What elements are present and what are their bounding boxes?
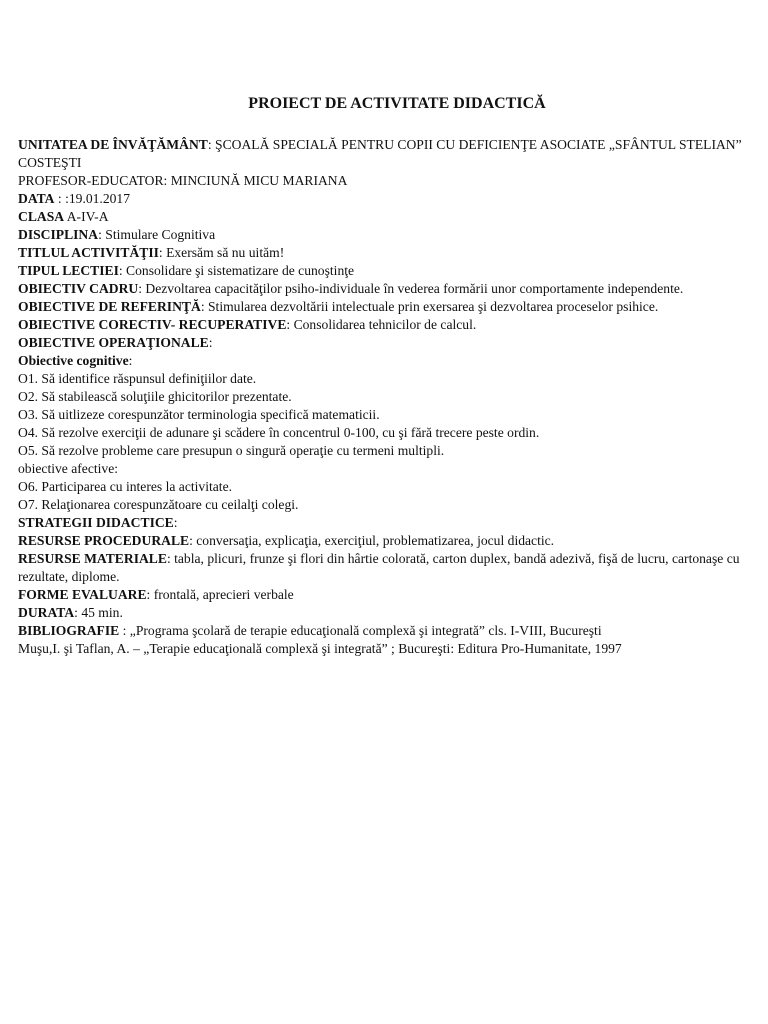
field-label: STRATEGII DIDACTICE xyxy=(18,515,174,530)
field-value: O1. Să identifice răspunsul definiţiilor date. xyxy=(18,371,257,386)
field-value: : xyxy=(208,335,213,350)
field-value: O6. Participarea cu interes la activitate. xyxy=(18,479,233,494)
field-value: O3. Să uitlizeze corespunzător terminologia specifică matematicii. xyxy=(18,407,380,422)
document-line xyxy=(18,514,758,532)
document-line xyxy=(18,640,758,658)
document-line xyxy=(18,406,758,424)
document-line xyxy=(18,388,758,406)
document-body xyxy=(18,136,758,658)
field-value: obiective afective: xyxy=(18,461,119,476)
field-value: : Exersăm să nu uităm! xyxy=(158,245,285,260)
document-line xyxy=(18,136,758,172)
field-label: OBIECTIVE OPERAŢIONALE xyxy=(18,335,209,350)
field-label: TIPUL LECTIEI xyxy=(18,263,119,278)
field-value: O5. Să rezolve probleme care presupun o singură operaţie cu termeni multipli. xyxy=(18,443,445,458)
field-value: O4. Să rezolve exerciţii de adunare şi scădere în concentrul 0-100, cu şi fără trecere peste ordin. xyxy=(18,425,540,440)
field-value: PROFESOR-EDUCATOR: MINCIUNĂ MICU MARIANA xyxy=(18,173,348,188)
field-value: : tabla, plicuri, frunze şi flori din hârtie colorată, carton duplex, bandă adezivă, fişă de lucru, cartonaşe cu rezultate, diplome. xyxy=(18,551,740,584)
field-label: CLASA xyxy=(18,209,65,224)
document-line xyxy=(18,604,758,622)
document-line xyxy=(18,352,758,370)
document-line xyxy=(18,208,758,226)
field-label: OBIECTIVE DE REFERINŢĂ xyxy=(18,299,201,314)
document-page xyxy=(18,92,758,658)
field-value: : xyxy=(128,353,133,368)
document-title: PROIECT DE ACTIVITATE DIDACTICĂ xyxy=(248,95,546,112)
document-line xyxy=(18,316,758,334)
document-line xyxy=(18,370,758,388)
field-label: DATA xyxy=(18,191,55,206)
document-line xyxy=(18,280,758,298)
field-value: : frontală, aprecieri verbale xyxy=(146,587,294,602)
field-label: OBIECTIVE CORECTIV- RECUPERATIVE xyxy=(18,317,287,332)
field-value: O2. Să stabilească soluţiile ghicitorilor prezentate. xyxy=(18,389,292,404)
field-value: : ŞCOALĂ SPECIALĂ PENTRU COPII CU DEFICIENŢE ASOCIATE „SFÂNTUL STELIAN” COSTEŞTI xyxy=(18,137,742,170)
document-line xyxy=(18,586,758,604)
field-label: FORME EVALUARE xyxy=(18,587,147,602)
document-line xyxy=(18,478,758,496)
field-label: DISCIPLINA xyxy=(18,227,99,242)
field-value: : Consolidare şi sistematizare de cunoştinţe xyxy=(118,263,355,278)
field-value: : Dezvoltarea capacităţilor psiho-individuale în vederea formării unor comportamente independente. xyxy=(138,281,684,296)
field-value: A-IV-A xyxy=(64,209,109,224)
field-label: TITLUL ACTIVITĂŢII xyxy=(18,245,159,260)
field-value: : Consolidarea tehnicilor de calcul. xyxy=(286,317,477,332)
document-line xyxy=(18,532,758,550)
field-value: : „Programa şcolară de terapie educaţională complexă şi integrată” cls. I-VIII, Bucureşti xyxy=(119,623,602,638)
field-value: : :19.01.2017 xyxy=(54,191,131,206)
document-line xyxy=(18,550,758,586)
field-value: O7. Relaţionarea corespunzătoare cu ceilalţi colegi. xyxy=(18,497,299,512)
document-line xyxy=(18,172,758,190)
document-line xyxy=(18,496,758,514)
field-value: : conversaţia, explicaţia, exerciţiul, problematizarea, jocul didactic. xyxy=(189,533,555,548)
field-value: : Stimulare Cognitiva xyxy=(98,227,216,242)
document-line xyxy=(18,244,758,262)
field-value: Muşu,I. şi Taflan, A. – „Terapie educaţională complexă şi integrată” ; Bucureşti: Editura Pro-Humanitate, 1997 xyxy=(18,641,622,656)
field-value: : xyxy=(173,515,178,530)
document-line xyxy=(18,460,758,478)
field-label: UNITATEA DE ÎNVĂŢĂMÂNT xyxy=(18,137,208,152)
document-line xyxy=(18,442,758,460)
document-line xyxy=(18,190,758,208)
document-line xyxy=(18,226,758,244)
document-line xyxy=(18,622,758,640)
field-label: RESURSE MATERIALE xyxy=(18,551,167,566)
field-value: : 45 min. xyxy=(74,605,123,620)
field-label: OBIECTIV CADRU xyxy=(18,281,139,296)
field-label: DURATA xyxy=(18,605,75,620)
document-line xyxy=(18,334,758,352)
document-line xyxy=(18,262,758,280)
field-label: Obiective cognitive xyxy=(18,353,129,368)
document-line xyxy=(18,424,758,442)
field-label: RESURSE PROCEDURALE xyxy=(18,533,190,548)
field-value: : Stimularea dezvoltării intelectuale prin exersarea şi dezvoltarea proceselor psihice. xyxy=(200,299,659,314)
document-line xyxy=(18,298,758,316)
field-label: BIBLIOGRAFIE xyxy=(18,623,120,638)
